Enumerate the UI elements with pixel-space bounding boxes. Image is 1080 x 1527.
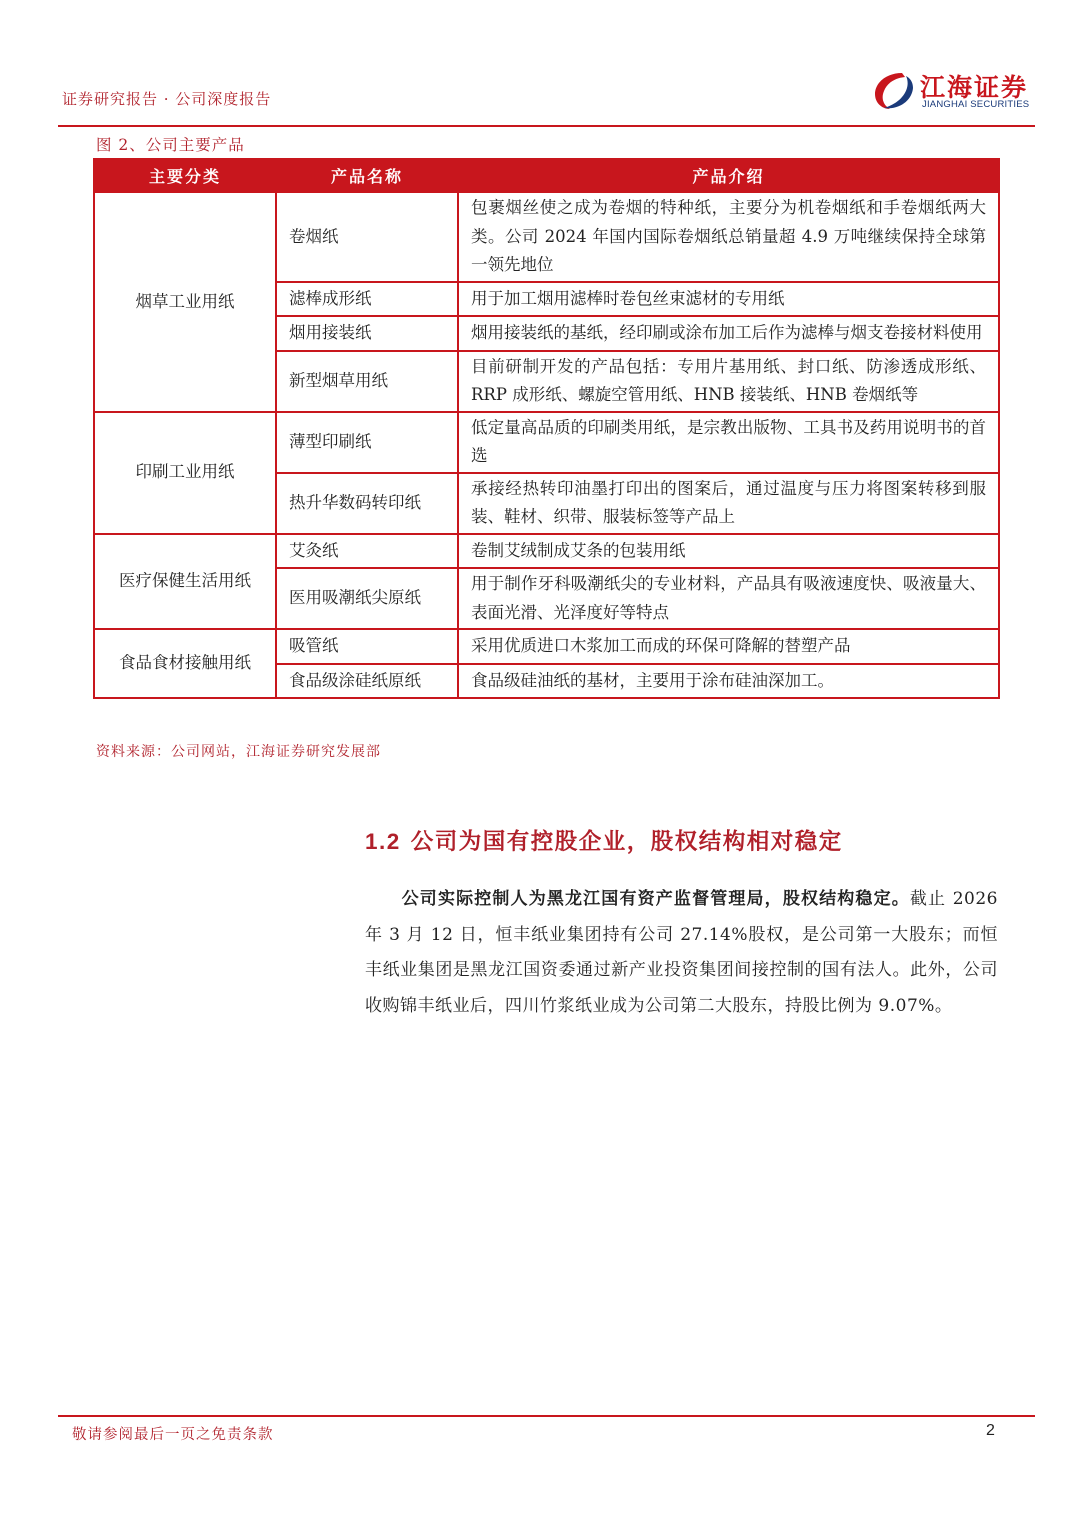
section-title-text: 公司为国有控股企业，股权结构相对稳定 [410,829,843,855]
description-cell: 卷制艾绒制成艾条的包装用纸 [458,534,999,569]
description-cell: 烟用接装纸的基纸，经印刷或涂布加工后作为滤棒与烟支卷接材料使用 [458,316,999,351]
description-cell: 包裹烟丝使之成为卷烟的特种纸，主要分为机卷烟纸和手卷烟纸两大类。公司 2024 年国内国际卷烟纸总销量超 4.9 万吨继续保持全球第一领先地位 [458,192,999,282]
table-header-row [94,159,999,192]
product-cell: 薄型印刷纸 [276,412,458,473]
description-cell: 目前研制开发的产品包括：专用片基用纸、封口纸、防渗透成形纸、RRP 成形纸、螺旋空管用纸、HNB 接装纸、HNB 卷烟纸等 [458,351,999,412]
product-cell: 热升华数码转印纸 [276,473,458,534]
category-cell: 医疗保健生活用纸 [94,534,276,630]
table-row [94,534,999,569]
category-cell: 食品食材接触用纸 [94,629,276,698]
category-cell: 印刷工业用纸 [94,412,276,534]
product-cell: 烟用接装纸 [276,316,458,351]
description-cell: 食品级硅油纸的基材，主要用于涂布硅油深加工。 [458,664,999,699]
description-cell: 用于制作牙科吸潮纸尖的专业材料，产品具有吸液速度快、吸液量大、表面光滑、光泽度好等特点 [458,568,999,629]
description-cell: 低定量高品质的印刷类用纸，是宗教出版物、工具书及药用说明书的首选 [458,412,999,473]
company-logo [872,66,1042,116]
figure-title: 图 2、公司主要产品 [96,136,245,154]
report-type-label: 证券研究报告 · 公司深度报告 [62,90,272,108]
product-cell: 医用吸潮纸尖原纸 [276,568,458,629]
table-row [94,192,999,282]
logo-chinese-name: 江海证券 [920,73,1029,102]
header-divider [58,125,1035,127]
paragraph-lead: 公司实际控制人为黑龙江国有资产监督管理局，股权结构稳定。 [401,889,910,909]
description-cell: 采用优质进口木浆加工而成的环保可降解的替塑产品 [458,629,999,664]
logo-english-name: JIANGHAI SECURITIES [922,99,1030,110]
paragraph-body: 截止 2026 年 3 月 12 日，恒丰纸业集团持有公司 27.14%股权，是公司第一大股东；而恒丰纸业集团是黑龙江国资委通过新产业投资集团间接控制的国有法人。此外，公司收购锦丰纸业后，四川竹浆纸业成为公司第二大股东，持股比例为 9.07%。 [365,889,998,1016]
description-cell: 承接经热转印油墨打印出的图案后，通过温度与压力将图案转移到服装、鞋材、织带、服装标签等产品上 [458,473,999,534]
column-header-product: 产品名称 [276,159,458,192]
product-cell: 新型烟草用纸 [276,351,458,412]
logo-mark-icon [872,70,916,112]
page-number: 2 [986,1422,995,1439]
product-cell: 食品级涂硅纸原纸 [276,664,458,699]
column-header-category: 主要分类 [94,159,276,192]
product-cell: 卷烟纸 [276,192,458,282]
column-header-description: 产品介绍 [458,159,999,192]
section-heading [365,824,843,856]
table-row [94,412,999,473]
disclaimer-note: 敬请参阅最后一页之免责条款 [72,1427,274,1443]
section-paragraph [365,882,998,1024]
table-row [94,629,999,664]
product-cell: 滤棒成形纸 [276,282,458,317]
section-number: 1.2 [365,829,401,854]
product-cell: 艾灸纸 [276,534,458,569]
figure-source: 资料来源：公司网站，江海证券研究发展部 [96,744,381,760]
category-cell: 烟草工业用纸 [94,192,276,412]
products-table [93,158,1000,699]
product-cell: 吸管纸 [276,629,458,664]
description-cell: 用于加工烟用滤棒时卷包丝束滤材的专用纸 [458,282,999,317]
footer-divider [58,1415,1035,1417]
